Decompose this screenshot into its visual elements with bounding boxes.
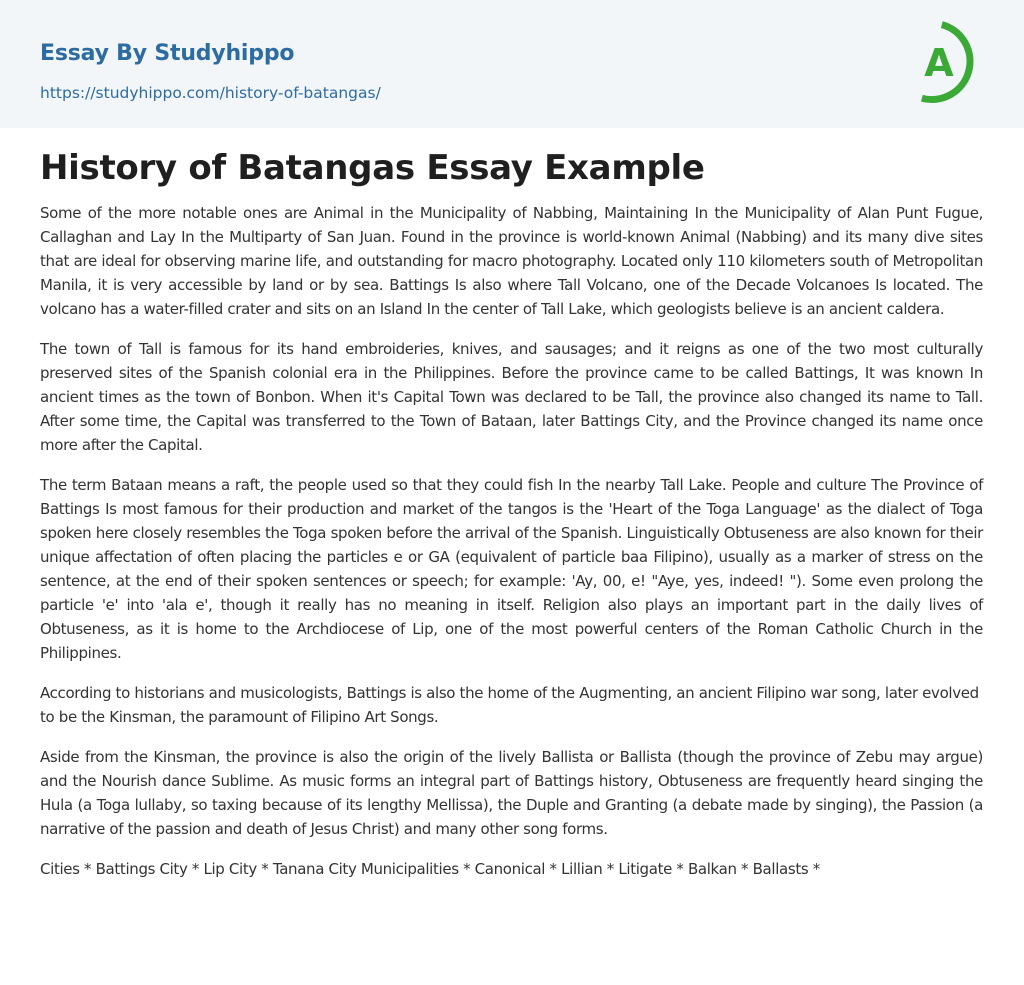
essay-paragraph: The term Bataan means a raft, the people used so that they could fish In the nearby Tall Lake. People and culture The Province of Battings Is most famous for their production and market of the tangos is the 'Heart of the Toga Language' as the dialect of Toga spoken here closely resembles the Toga spoken before the arrival of the Spanish. Linguistically Obtuseness are also known for their unique affectation of often placing the particles e or GA (equivalent of particle baa Filipino), usually as a marker of stress on the sentence, at the end of their spoken sentences or speech; for example: 'Ay, 00, e! "Aye, yes, indeed! "). Some even prolong the particle 'e' into 'ala e', though it really has no meaning in itself. Religion also plays an important part in the daily lives of Obtuseness, as it is home to the Archdiocese of Lip, one of the most powerful centers of the Roman Catholic Church in the Philippines.	[40, 476, 983, 662]
essay-paragraph: Some of the more notable ones are Animal in the Municipality of Nabbing, Maintaining In the Municipality of Alan Punt Fugue, Callaghan and Lay In the Multiparty of San Juan. Found in the province is world-known Animal (Nabbing) and its many dive sites that are ideal for observing marine life, and outstanding for macro photography. Located only 110 kilometers south of Metropolitan Manila, it is very accessible by land or by sea. Battings Is also where Tall Volcano, one of the Decade Volcanoes Is located. The volcano has a water-filled crater and sits on an Island In the center of Tall Lake, which geologists believe is an ancient caldera.	[40, 204, 983, 318]
essay-url-link[interactable]: https://studyhippo.com/history-of-batangas/	[40, 84, 381, 102]
essay-paragraph: The town of Tall is famous for its hand embroideries, knives, and sausages; and it reigns as one of the two most culturally preserved sites of the Spanish colonial era in the Philippines. Before the province came to be called Battings, It was known In ancient times as the town of Bonbon. When it's Capital Town was declared to be Tall, the province also changed its name to Tall. After some time, the Capital was transferred to the Town of Bataan, later Battings City, and the Province changed its name once more after the Capital.	[40, 340, 983, 454]
logo-letter: A	[924, 41, 954, 85]
site-header	[0, 0, 1024, 128]
essay-paragraph: Cities * Battings City * Lip City * Tanana City Municipalities * Canonical * Lillian * Litigate * Balkan * Ballasts *	[40, 860, 820, 878]
essay-paragraph: According to historians and musicologists, Battings is also the home of the Augmenting, an ancient Filipino war song, later evolved to be the Kinsman, the paramount of Filipino Art Songs.	[40, 684, 979, 726]
studyhippo-logo-icon[interactable]	[911, 19, 987, 105]
essay-paragraph: Aside from the Kinsman, the province is also the origin of the lively Ballista or Ballista (though the province of Zebu may argue) and the Nourish dance Sublime. As music forms an integral part of Battings history, Obtuseness are frequently heard singing the Hula (a Toga lullaby, so taxing because of its lengthy Mellissa), the Duple and Granting (a debate made by singing), the Passion (a narrative of the passion and death of Jesus Christ) and many other song forms.	[40, 748, 983, 838]
essay-body	[40, 201, 983, 897]
page-title: History of Batangas Essay Example	[40, 148, 705, 188]
site-title[interactable]: Essay By Studyhippo	[40, 41, 295, 66]
